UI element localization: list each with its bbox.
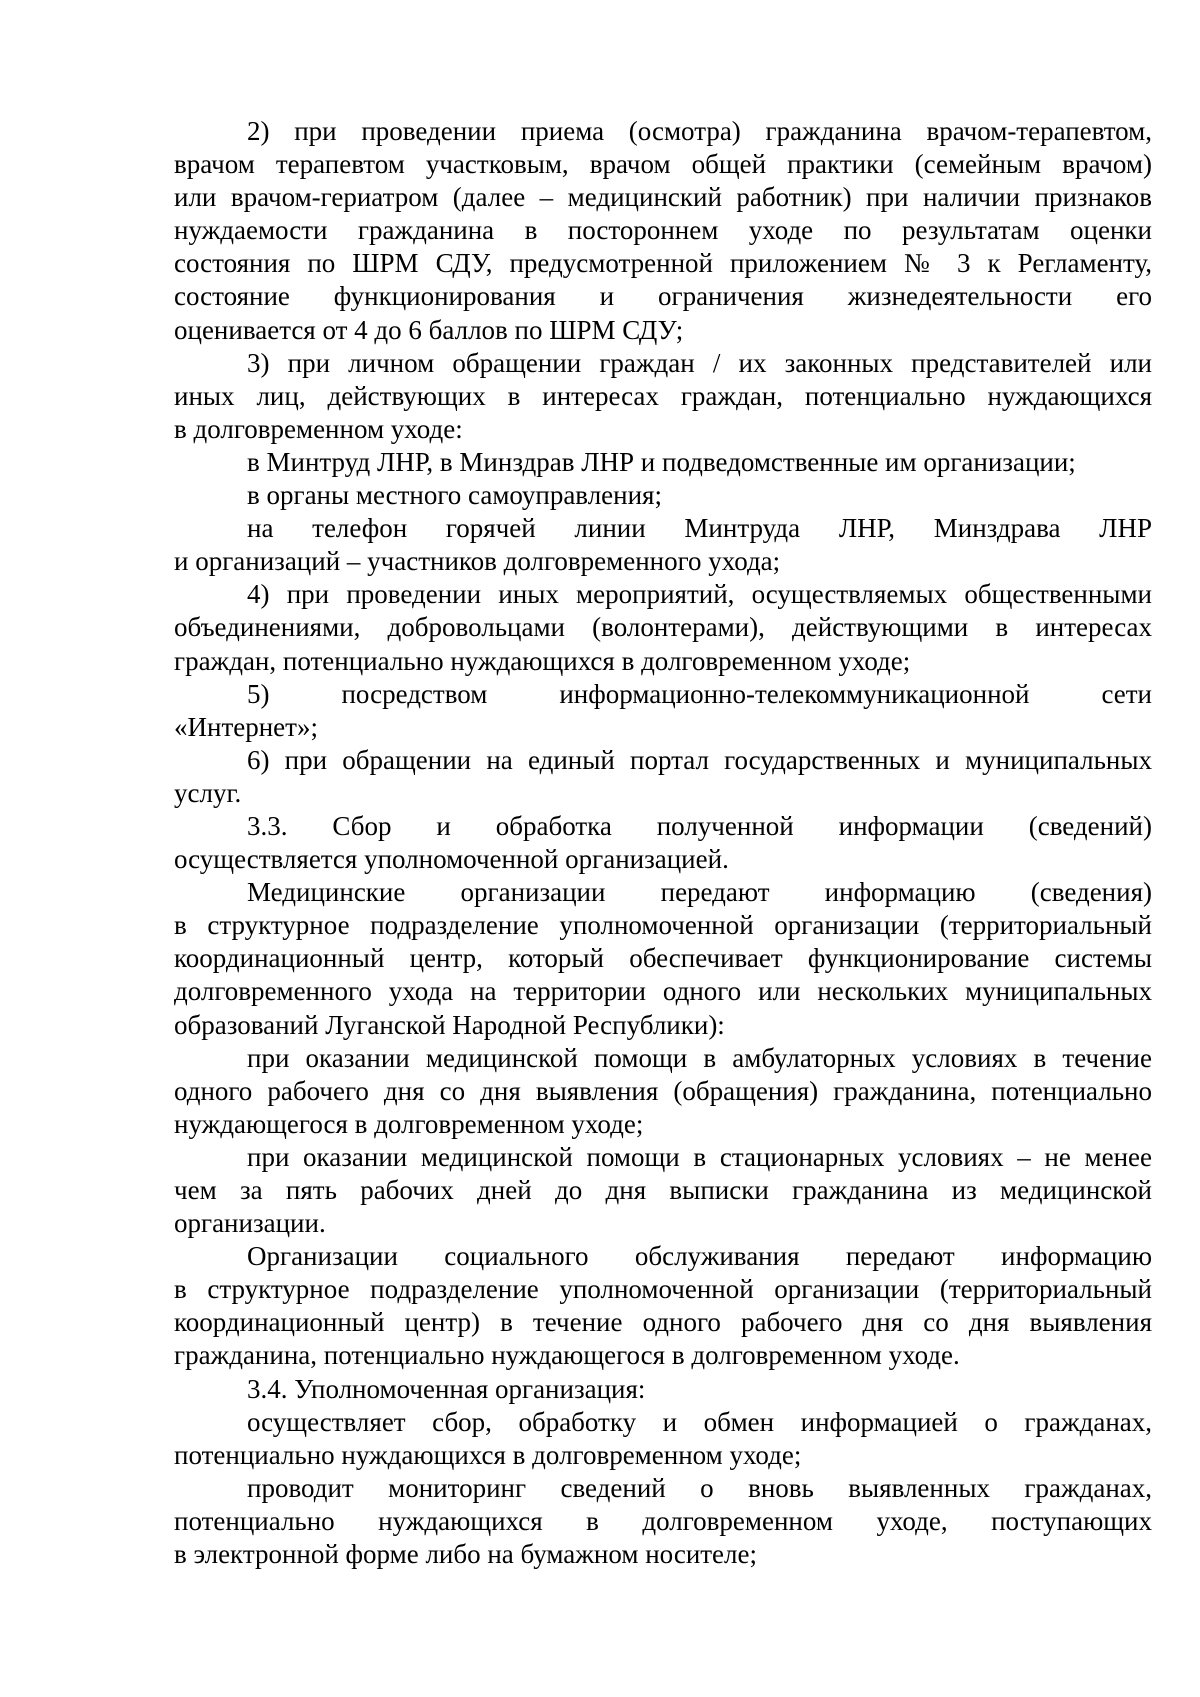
text-line: услуг. xyxy=(174,777,242,808)
text-line: граждан, потенциально нуждающихся в долговременном уходе; xyxy=(174,645,911,676)
text-line: 2) при проведении приема (осмотра) гражданина врачом-терапевтом, xyxy=(247,116,1152,146)
paragraph xyxy=(174,678,1152,744)
text-line: в долговременном уходе: xyxy=(174,413,463,444)
text-line: проводит мониторинг сведений о вновь выявленных гражданах, xyxy=(247,1472,1152,1503)
text-line: в электронной форме либо на бумажном носителе; xyxy=(174,1539,758,1570)
text-line: при оказании медицинской помощи в стационарных условиях – не менее xyxy=(247,1141,1152,1172)
text-line: 6) при обращении на единый портал государственных и муниципальных xyxy=(247,744,1152,775)
paragraph xyxy=(174,512,1152,578)
text-line: потенциально нуждающихся в долговременном уходе; xyxy=(174,1439,802,1470)
text-line: гражданина, потенциально нуждающегося в долговременном уходе. xyxy=(174,1340,960,1371)
text-line: и организаций – участников долговременного ухода; xyxy=(174,546,781,577)
paragraph xyxy=(174,876,1152,1041)
text-line: образований Луганской Народной Республики): xyxy=(174,1009,725,1040)
text-line: долговременного ухода на территории одного или нескольких муниципальных xyxy=(174,976,1152,1007)
text-line: врачом терапевтом участковым, врачом общей практики (семейным врачом) xyxy=(174,149,1152,180)
text-line: организации. xyxy=(174,1208,326,1239)
text-line: в структурное подразделение уполномоченной организации (территориальный xyxy=(174,910,1152,941)
text-line: или врачом-гериатром (далее – медицинский работник) при наличии признаков xyxy=(174,182,1152,213)
text-line: 3.4. Уполномоченная организация: xyxy=(247,1373,646,1404)
text-line: объединениями, добровольцами (волонтерами), действующими в интересах xyxy=(174,612,1152,643)
text-line: Медицинские организации передают информацию (сведения) xyxy=(247,877,1152,908)
text-line: в Минтруд ЛНР, в Минздрав ЛНР и подведомственные им организации; xyxy=(247,446,1076,477)
text-line: оценивается от 4 до 6 баллов по ШРМ СДУ; xyxy=(174,314,684,345)
paragraph xyxy=(174,479,1152,512)
paragraph xyxy=(174,115,1152,347)
paragraph xyxy=(174,1141,1152,1240)
text-line: 4) при проведении иных мероприятий, осуществляемых общественными xyxy=(247,579,1152,610)
text-line: одного рабочего дня со дня выявления (обращения) гражданина, потенциально xyxy=(174,1075,1152,1106)
text-line: нуждающегося в долговременном уходе; xyxy=(174,1108,644,1139)
text-line: 3) при личном обращении граждан / их законных представителей или xyxy=(247,347,1152,378)
paragraph xyxy=(174,347,1152,446)
paragraph xyxy=(174,1240,1152,1372)
text-line: состояния по ШРМ СДУ, предусмотренной приложением № 3 к Регламенту, xyxy=(174,248,1152,279)
paragraph xyxy=(174,810,1152,876)
paragraph xyxy=(174,1042,1152,1141)
document-page xyxy=(174,115,1152,1571)
text-line: на телефон горячей линии Минтруда ЛНР, Минздрава ЛНР xyxy=(247,513,1152,544)
paragraph xyxy=(174,1373,1152,1406)
text-line: «Интернет»; xyxy=(174,711,318,742)
text-line: чем за пять рабочих дней до дня выписки гражданина из медицинской xyxy=(174,1175,1152,1205)
text-line: Организации социального обслуживания передают информацию xyxy=(247,1241,1152,1272)
paragraph xyxy=(174,1406,1152,1472)
text-line: координационный центр) в течение одного рабочего дня со дня выявления xyxy=(174,1307,1152,1338)
text-line: иных лиц, действующих в интересах граждан, потенциально нуждающихся xyxy=(174,380,1152,411)
text-line: осуществляет сбор, обработку и обмен информацией о гражданах, xyxy=(247,1406,1152,1437)
text-line: координационный центр, который обеспечивает функционирование системы xyxy=(174,943,1152,974)
paragraph xyxy=(174,744,1152,810)
text-line: в структурное подразделение уполномоченной организации (территориальный xyxy=(174,1274,1152,1305)
text-line: в органы местного самоуправления; xyxy=(247,480,662,511)
text-line: 5) посредством информационно-телекоммуникационной сети xyxy=(247,678,1152,709)
text-line: 3.3. Сбор и обработка полученной информации (сведений) xyxy=(247,810,1152,841)
text-line: осуществляется уполномоченной организацией. xyxy=(174,844,729,875)
text-line: потенциально нуждающихся в долговременном уходе, поступающих xyxy=(174,1505,1152,1536)
paragraph xyxy=(174,578,1152,677)
text-line: состояние функционирования и ограничения жизнедеятельности его xyxy=(174,281,1152,312)
text-line: при оказании медицинской помощи в амбулаторных условиях в течение xyxy=(247,1042,1152,1073)
text-line: нуждаемости гражданина в постороннем уходе по результатам оценки xyxy=(174,215,1152,246)
paragraph xyxy=(174,446,1152,479)
paragraph xyxy=(174,1472,1152,1571)
